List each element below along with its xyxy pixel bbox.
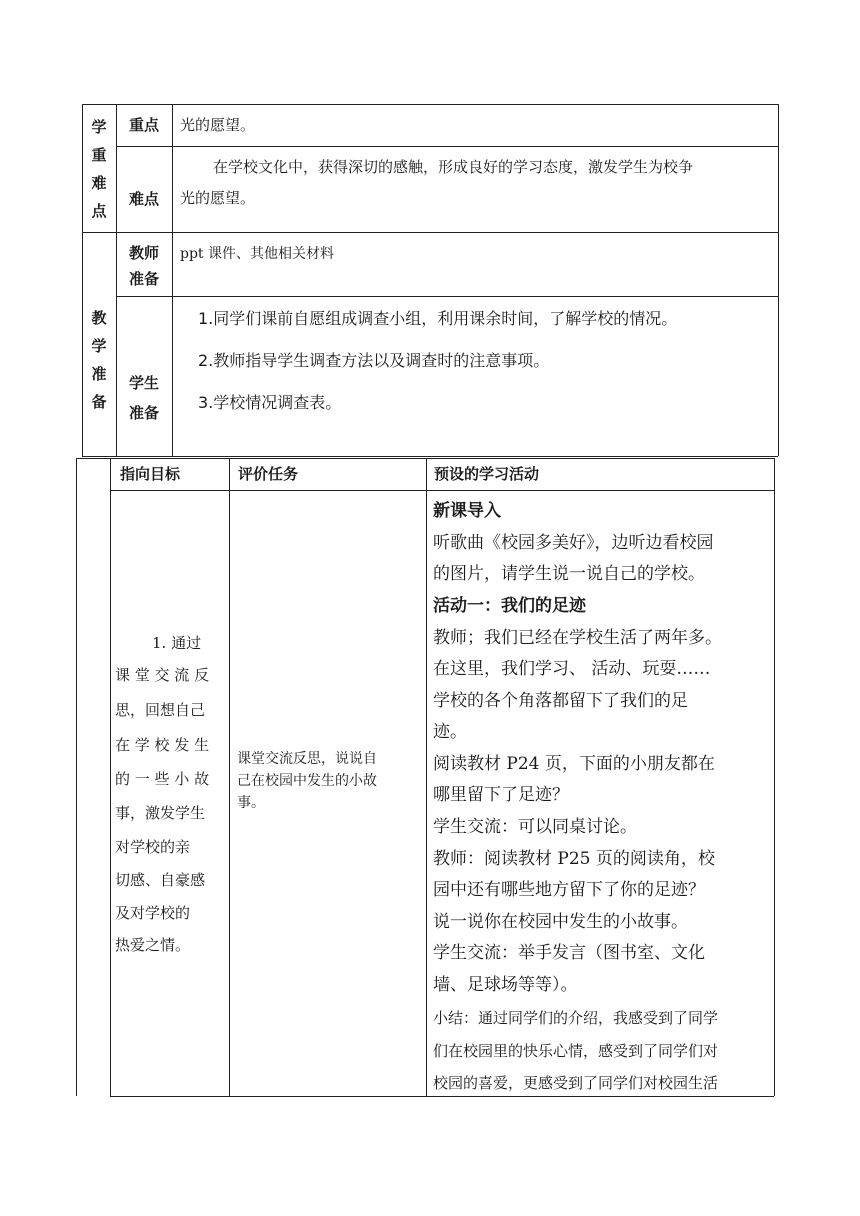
table-border xyxy=(110,490,774,491)
activity-heading: 活动一：我们的足迹 xyxy=(433,596,586,616)
activity-line: 学校的各个角落都留下了我们的足 xyxy=(433,691,688,711)
table-border xyxy=(110,458,111,1096)
table-border xyxy=(110,1096,774,1097)
table-border xyxy=(426,458,427,1096)
table-border xyxy=(778,104,779,456)
goal-line: 思，回想自己 xyxy=(115,701,206,719)
difficult-point-text-continued: 光的愿望。 xyxy=(180,189,256,207)
student-prep-item-2: 2.教师指导学生调查方法以及调查时的注意事项。 xyxy=(198,351,550,370)
focus-side-label: 学 重 难 点 xyxy=(91,118,107,220)
goal-line: 切感、自豪感 xyxy=(115,871,206,889)
table-border xyxy=(116,146,778,147)
activity-line: 阅读教材 P24 页，下面的小朋友都在 xyxy=(433,754,715,774)
key-point-text: 光的愿望。 xyxy=(180,116,256,134)
goal-line: 1. 通过 xyxy=(152,634,202,652)
table-border xyxy=(82,104,778,105)
task-line: 课堂交流反思，说说自 xyxy=(237,751,377,767)
teacher-prep-label: 教师 准备 xyxy=(128,244,159,288)
activity-line: 的图片，请学生说一说自己的学校。 xyxy=(433,564,705,584)
table-border xyxy=(76,458,77,1096)
task-line: 事。 xyxy=(237,795,265,811)
activity-heading: 新课导入 xyxy=(433,501,501,521)
activity-line: 园中还有哪些地方留下了你的足迹？ xyxy=(433,880,705,900)
activity-line: 在这里，我们学习、 活动、玩耍…… xyxy=(433,659,711,679)
goal-line: 课 堂 交 流 反 xyxy=(115,666,210,684)
goal-line: 的 一 些 小 故 xyxy=(115,770,210,788)
table-border xyxy=(116,296,778,297)
goal-line: 及对学校的 xyxy=(115,904,191,922)
goal-line: 事，激发学生 xyxy=(115,804,206,822)
prep-side-label: 教 学 准 备 xyxy=(91,309,107,411)
goal-line: 在 学 校 发 生 xyxy=(115,736,210,754)
activity-summary-line: 们在校园里的快乐心情，感受到了同学们对 xyxy=(433,1042,719,1060)
activity-line: 听歌曲《校园多美好》，边听边看校园 xyxy=(433,533,714,553)
student-prep-item-1: 1.同学们课前自愿组成调查小组，利用课余时间，了解学校的情况。 xyxy=(198,309,678,328)
activity-line: 墙、足球场等等）。 xyxy=(433,975,578,995)
activity-line: 教师；我们已经在学校生活了两年多。 xyxy=(433,628,722,648)
header-goal: 指向目标 xyxy=(120,465,181,483)
key-point-label: 重点 xyxy=(128,116,159,134)
difficult-point-text: 在学校文化中，获得深切的感触，形成良好的学习态度，激发学生为校争 xyxy=(213,158,694,176)
activity-summary-line: 校园的喜爱，更感受到了同学们对校园生活 xyxy=(433,1074,719,1092)
activity-line: 迹。 xyxy=(433,722,467,742)
activity-line: 学生交流：可以同桌讨论。 xyxy=(433,817,637,837)
table-border xyxy=(172,104,173,456)
student-prep-label: 学生 准备 xyxy=(128,374,159,422)
table-border xyxy=(82,456,778,457)
activity-line: 教师：阅读教材 P25 页的阅读角，校 xyxy=(433,849,715,869)
teacher-prep-text: ppt 课件、其他相关材料 xyxy=(180,246,334,262)
table-border xyxy=(76,458,774,459)
activity-summary-line: 小结：通过同学们的介绍，我感受到了同学 xyxy=(433,1009,719,1027)
student-prep-item-3: 3.学校情况调查表。 xyxy=(198,393,342,412)
task-line: 己在校园中发生的小故 xyxy=(237,773,377,789)
table-border xyxy=(774,458,775,1096)
header-activity: 预设的学习活动 xyxy=(434,465,540,483)
table-border xyxy=(82,232,778,233)
header-task: 评价任务 xyxy=(238,465,299,483)
activity-line: 哪里留下了足迹？ xyxy=(433,785,569,805)
activity-line: 学生交流：举手发言（图书室、文化 xyxy=(433,943,705,963)
difficult-point-label: 难点 xyxy=(128,190,159,208)
goal-line: 对学校的亲 xyxy=(115,838,191,856)
activity-line: 说一说你在校园中发生的小故事。 xyxy=(433,912,688,932)
table-border xyxy=(229,458,230,1096)
goal-line: 热爱之情。 xyxy=(115,936,191,954)
